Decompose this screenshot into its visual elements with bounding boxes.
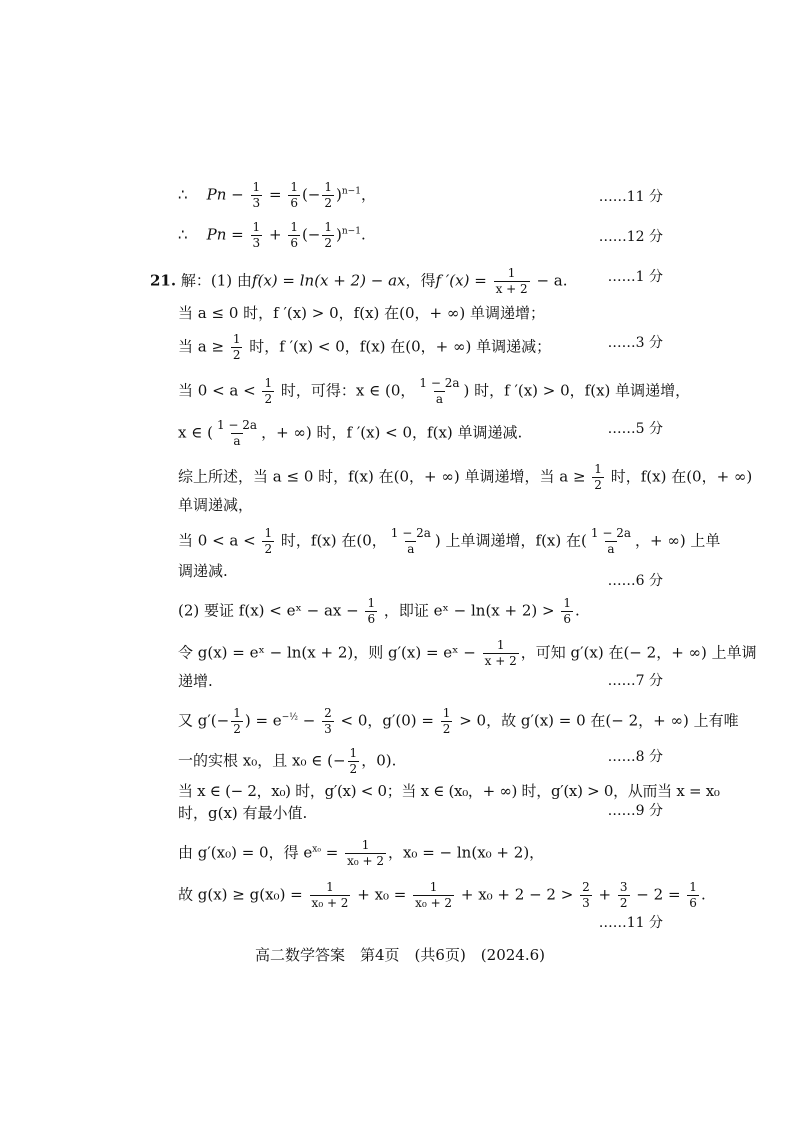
page-footer: 高二数学答案 第4页 (共6页) (2024.6) <box>255 946 545 964</box>
text-line: 时，g(x) 有最小值. <box>178 804 308 822</box>
score-mark: ……11 分 <box>598 189 663 205</box>
text-line: 当 a ≥ $\frac{1}{2}$ 时，f ′(x) < 0，f(x) 在(0，+ ∞) 单调递减； <box>178 332 552 362</box>
formula-line: ∴ Pn = $\frac{1}{3}$ + $\frac{1}{6}$ (− $\frac{1}{2}$ )$^{n-1}$. <box>178 220 366 250</box>
score-mark: ……3 分 <box>607 335 663 351</box>
score-mark: ……11 分 <box>598 915 663 931</box>
score-mark: ……6 分 <box>607 573 663 589</box>
text-line: 又 g′(− $\frac{1}{2}$ ) = $e^{-\frac{1}{2}}$ − $\frac{2}{3}$ < 0，g′(0) = $\frac{1}{2}$ > 0，故 g′(x) = 0 在(− 2，+ ∞) 上有唯 <box>178 706 739 736</box>
formula-line: ∴ Pn − $\frac{1}{3}$ = $\frac{1}{6}$ (− $\frac{1}{2}$ )$^{n-1}$， <box>178 180 376 210</box>
question-21-intro: 21. 解：(1) 由f(x) = ln(x + 2) − ax，得f ′(x) = $\frac{1}{x + 2}$ − a. <box>150 266 568 296</box>
text-line: 当 a ≤ 0 时，f ′(x) > 0，f(x) 在(0，+ ∞) 单调递增； <box>178 304 545 322</box>
text-line: 综上所述，当 a ≤ 0 时，f(x) 在(0，+ ∞) 单调递增，当 a ≥ $\frac{1}{2}$ 时，f(x) 在(0，+ ∞) <box>178 462 753 492</box>
text-line: 当 0 < a < $\frac{1}{2}$ 时，f(x) 在(0， $\frac{1 - 2a}{a}$ ) 上单调递增，f(x) 在( $\frac{1 - 2a}{a}$ ，+ ∞) 上单 <box>178 526 721 556</box>
score-mark: ……7 分 <box>607 673 663 689</box>
text-line: 递增. <box>178 672 213 690</box>
score-mark: ……1 分 <box>607 269 663 285</box>
score-mark: ……9 分 <box>607 803 663 819</box>
text-line: 一的实根 x₀，且 x₀ ∈ (− $\frac{1}{2}$ ，0). <box>178 746 397 776</box>
text-line: 令 g(x) = eˣ − ln(x + 2)，则 g′(x) = eˣ − $\frac{1}{x + 2}$ ，可知 g′(x) 在(− 2，+ ∞) 上单调 <box>178 638 757 668</box>
text-line: 由 g′(x₀) = 0，得 $e^{x_0}$ = $\frac{1}{\text{x₀ + 2}}$ ，x₀ = − ln(x₀ + 2)， <box>178 838 545 868</box>
score-mark: ……12 分 <box>598 229 663 245</box>
text-line: 当 0 < a < $\frac{1}{2}$ 时，可得：x ∈ (0， $\frac{1 - 2a}{a}$ ) 时，f ′(x) > 0，f(x) 单调递增， <box>178 376 691 406</box>
text-line: 当 x ∈ (− 2，x₀) 时，g′(x) < 0；当 x ∈ (x₀，+ ∞) 时，g′(x) > 0，从而当 x = x₀ <box>178 782 720 800</box>
score-mark: ……5 分 <box>607 421 663 437</box>
text-line: 故 g(x) ≥ g(x₀) = $\frac{1}{\text{x₀ + 2}}$ + x₀ = $\frac{1}{\text{x₀ + 2}}$ + x₀ + 2 − 2 > $\frac{2}{3}$ + $\frac{3}{2}$ − 2 = $\frac{1}{6}$ . <box>178 880 706 910</box>
score-mark: ……8 分 <box>607 749 663 765</box>
text-line: 单调递减， <box>178 496 254 514</box>
text-line: x ∈ ( $\frac{1 - 2a}{a}$ ，+ ∞) 时，f ′(x) < 0，f(x) 单调递减. <box>178 418 523 448</box>
text-line: (2) 要证 f(x) < eˣ − ax − $\frac{1}{6}$ ，即证 eˣ − ln(x + 2) > $\frac{1}{6}$ . <box>178 596 580 626</box>
text-line: 调递减. <box>178 562 228 580</box>
